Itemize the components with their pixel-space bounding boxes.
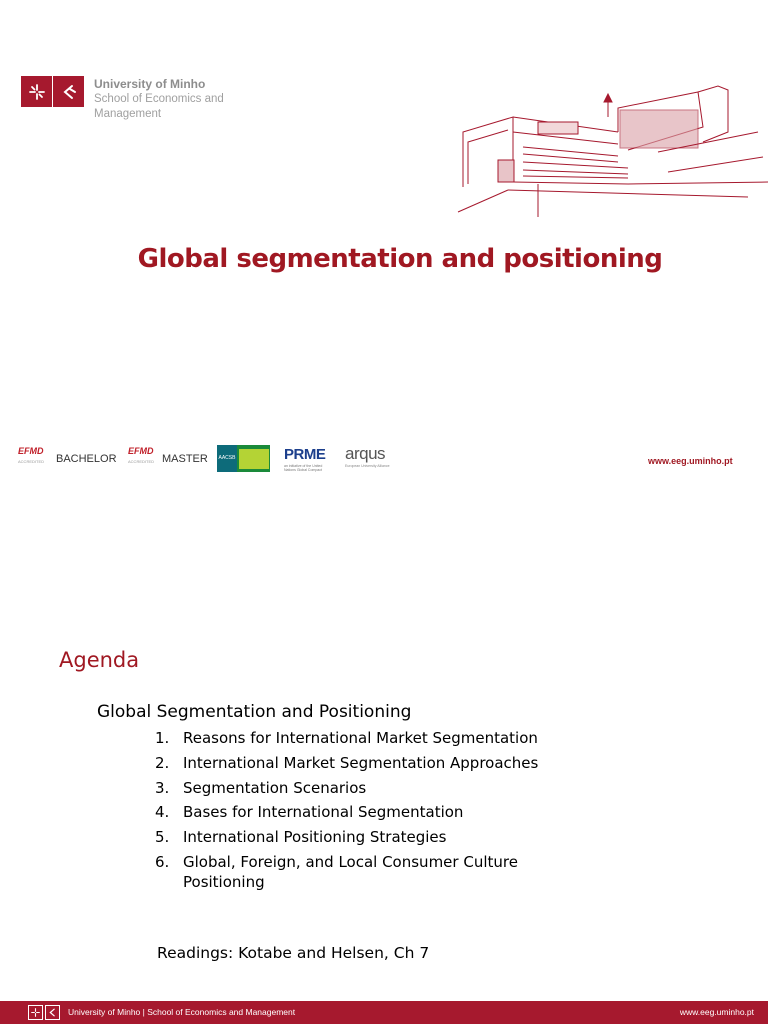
agenda-item: 4. Bases for International Segmentation (155, 803, 464, 822)
prme-badge: PRME (284, 446, 326, 463)
efmd-master-badge: EFMD ACCREDITED MASTER (128, 446, 208, 465)
university-logo-icon (53, 76, 84, 107)
website-link[interactable]: www.eeg.uminho.pt (648, 456, 733, 466)
agenda-topic: Global Segmentation and Positioning (97, 702, 412, 722)
agenda-slide (0, 578, 768, 1024)
agenda-list (155, 728, 583, 897)
arqus-badge: arqus (345, 444, 386, 463)
agenda-item: 6. Global, Foreign, and Local Consumer Culture Positioning (155, 852, 518, 891)
efmd-bachelor-badge: EFMD ACCREDITED BACHELOR (18, 446, 117, 465)
footer-website-link[interactable]: www.eeg.uminho.pt (679, 1007, 754, 1017)
agenda-item: 3. Segmentation Scenarios (155, 778, 367, 797)
university-logo (21, 76, 291, 120)
agenda-heading: Agenda (59, 648, 140, 672)
prme-subtitle: an initiative of the United Nations Global Compact (284, 464, 323, 472)
agenda-item: 1. Reasons for International Market Segmentation (155, 729, 538, 747)
university-name: University of Minho (94, 77, 206, 91)
arqus-subtitle: European University Alliance (345, 464, 390, 468)
university-logo-icon (28, 1005, 43, 1020)
university-logo-icon (21, 76, 52, 107)
accreditation-logos (18, 440, 418, 476)
university-logo-icon (45, 1005, 60, 1020)
footer-text: University of Minho | School of Economics and Management (68, 1007, 296, 1017)
slide-title: Global segmentation and positioning (137, 244, 663, 274)
agenda-item: 2. International Market Segmentation Approaches (155, 753, 539, 772)
aacsb-badge: AACSB (217, 445, 270, 472)
school-name: School of Economics and Management (94, 93, 224, 120)
agenda-item: 5. International Positioning Strategies (155, 828, 447, 847)
footer-bar (0, 1001, 768, 1024)
readings-note: Readings: Kotabe and Helsen, Ch 7 (157, 944, 430, 962)
building-illustration (428, 72, 768, 217)
